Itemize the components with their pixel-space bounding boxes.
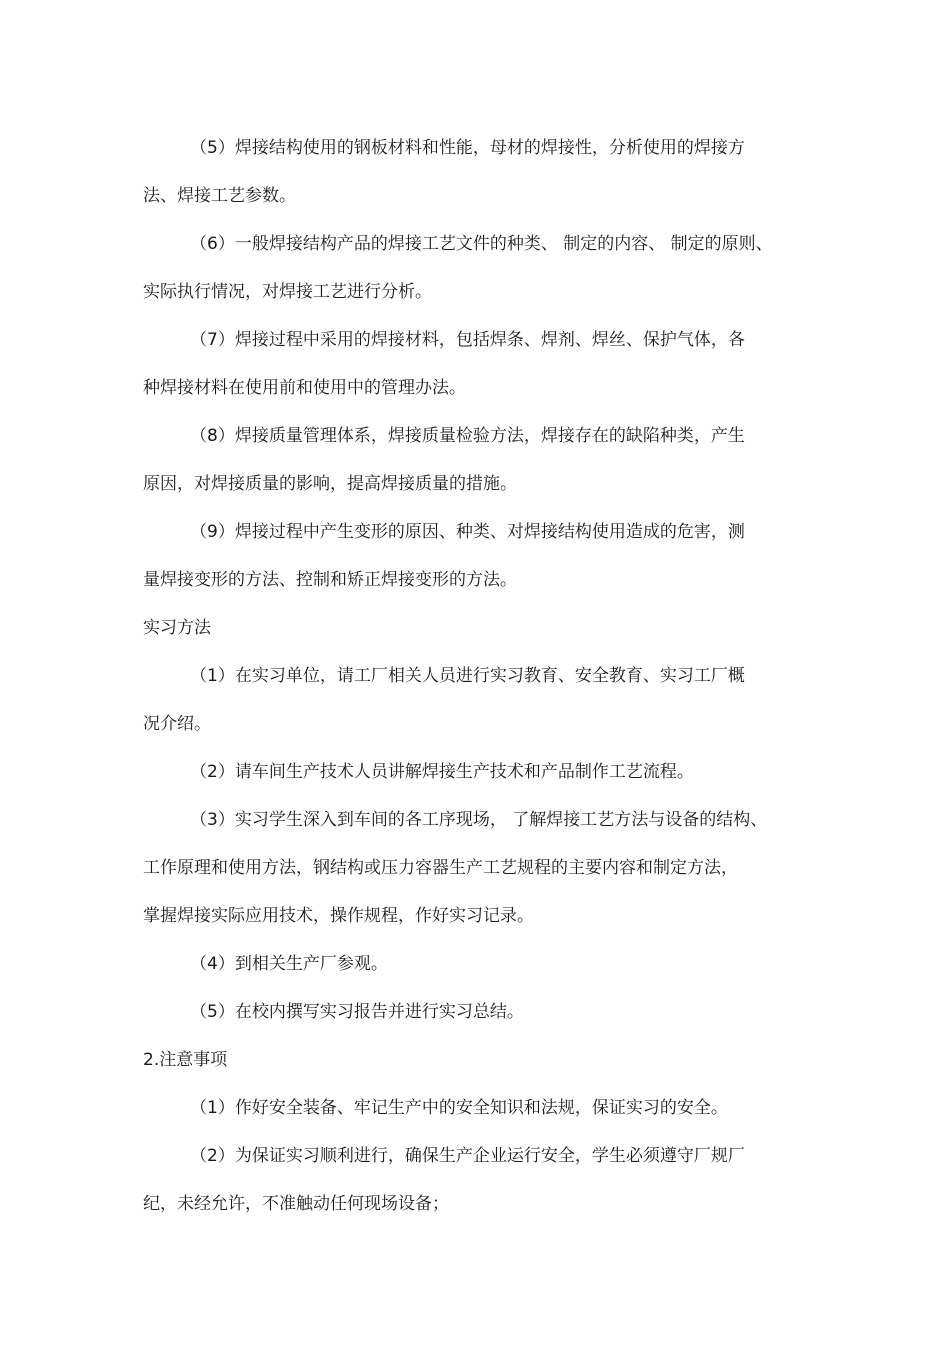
method-1-line-2: 况介绍。: [143, 714, 211, 734]
item-7-line-1: （7）焊接过程中采用的焊接材料，包括焊条、焊剂、焊丝、保护气体，各: [190, 330, 745, 350]
note-1-line-1: （1）作好安全装备、牢记生产中的安全知识和法规，保证实习的安全。: [190, 1098, 728, 1118]
item-5-line-1: （5）焊接结构使用的钢板材料和性能，母材的焊接性，分析使用的焊接方: [190, 138, 745, 158]
note-2-line-1: （2）为保证实习顺利进行，确保生产企业运行安全，学生必须遵守厂规厂: [190, 1146, 745, 1166]
method-3-line-3: 掌握焊接实际应用技术，操作规程，作好实习记录。: [143, 906, 534, 926]
item-6-line-2: 实际执行情况，对焊接工艺进行分析。: [143, 282, 432, 302]
item-8-line-2: 原因，对焊接质量的影响，提高焊接质量的措施。: [143, 474, 517, 494]
method-5-line-1: （5）在校内撰写实习报告并进行实习总结。: [190, 1002, 524, 1022]
item-7-line-2: 种焊接材料在使用前和使用中的管理办法。: [143, 378, 466, 398]
item-6-line-1: （6）一般焊接结构产品的焊接工艺文件的种类、 制定的内容、 制定的原则、: [190, 234, 773, 254]
item-8-line-1: （8）焊接质量管理体系，焊接质量检验方法，焊接存在的缺陷种类，产生: [190, 426, 745, 446]
method-4-line-1: （4）到相关生产厂参观。: [190, 954, 388, 974]
method-3-line-1: （3）实习学生深入到车间的各工序现场， 了解焊接工艺方法与设备的结构、: [190, 810, 768, 830]
method-2-line-1: （2）请车间生产技术人员讲解焊接生产技术和产品制作工艺流程。: [190, 762, 694, 782]
note-2-line-2: 纪，未经允许，不准触动任何现场设备；: [143, 1194, 449, 1214]
section-heading-notes: 2.注意事项: [143, 1050, 228, 1070]
item-5-line-2: 法、焊接工艺参数。: [143, 186, 296, 206]
method-3-line-2: 工作原理和使用方法，钢结构或压力容器生产工艺规程的主要内容和制定方法，: [143, 858, 738, 878]
item-9-line-2: 量焊接变形的方法、控制和矫正焊接变形的方法。: [143, 570, 517, 590]
section-heading-methods: 实习方法: [143, 618, 211, 638]
item-9-line-1: （9）焊接过程中产生变形的原因、种类、对焊接结构使用造成的危害，测: [190, 522, 745, 542]
method-1-line-1: （1）在实习单位，请工厂相关人员进行实习教育、安全教育、实习工厂概: [190, 666, 745, 686]
